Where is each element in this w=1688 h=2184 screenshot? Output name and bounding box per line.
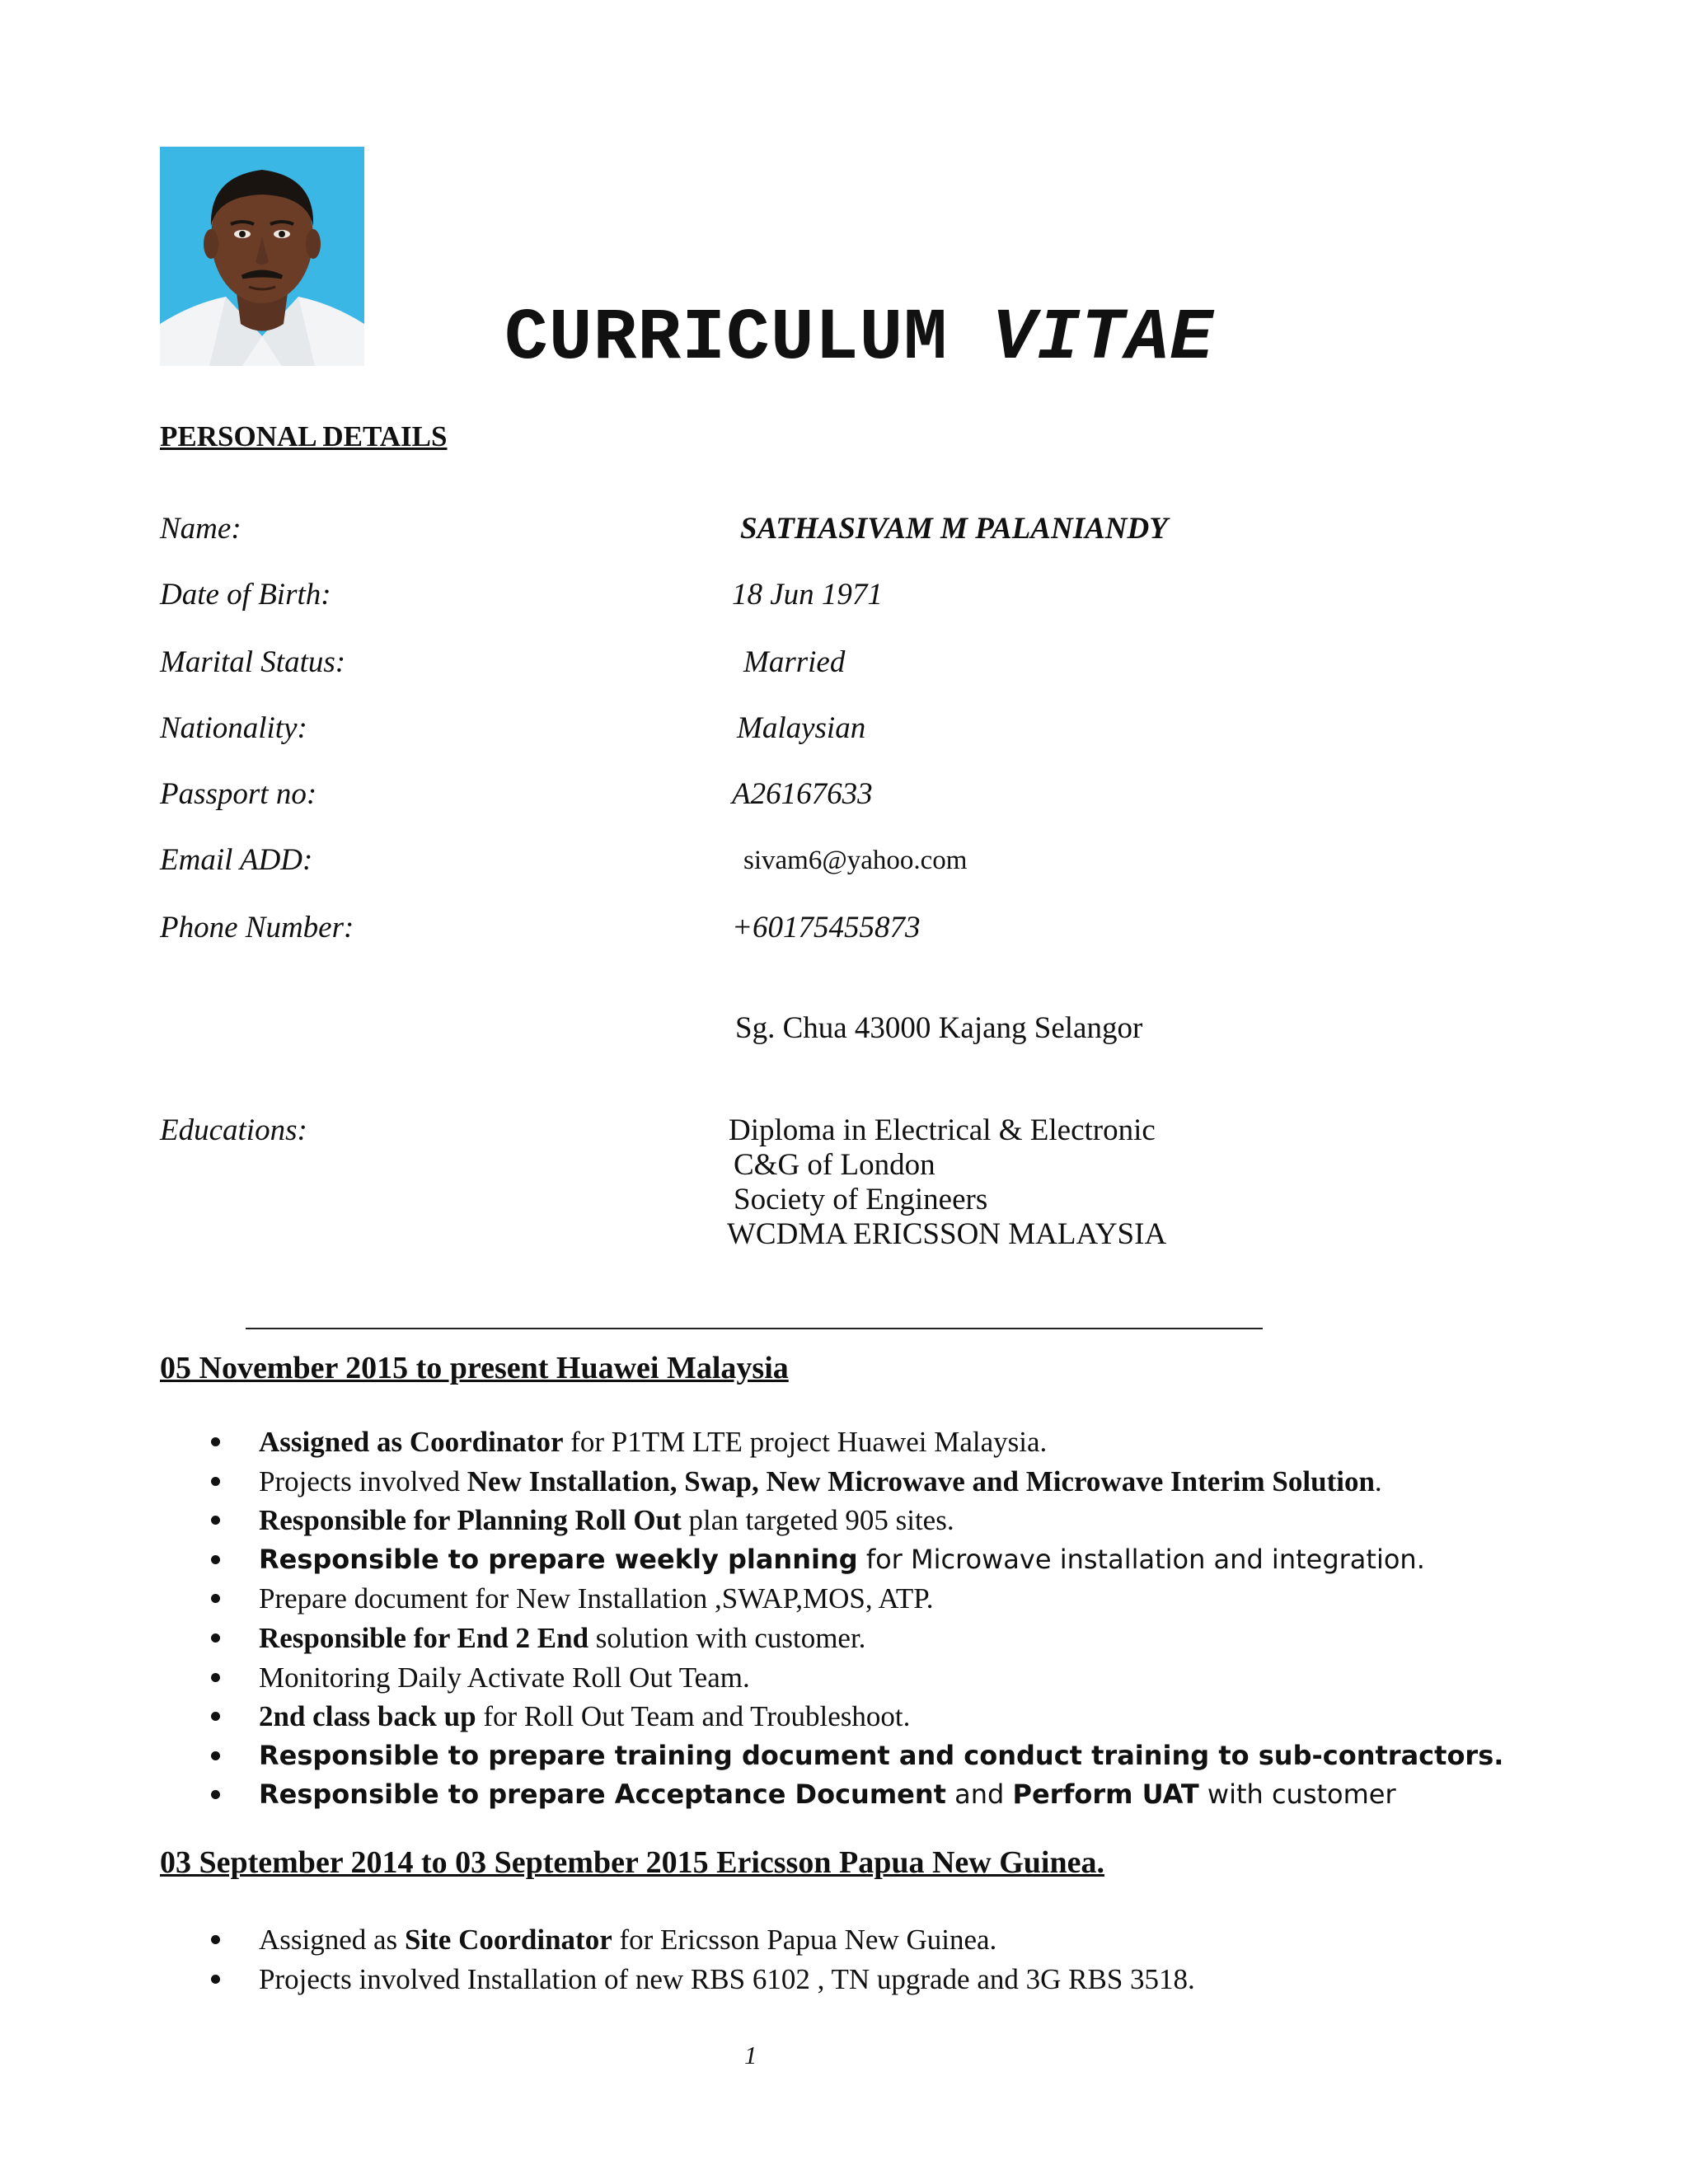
- list-item: Responsible for End 2 End solution with customer.: [211, 1619, 1503, 1658]
- phone-value: +60175455873: [732, 911, 921, 944]
- portrait-image: [160, 147, 364, 366]
- education-item: Society of Engineers: [734, 1183, 988, 1216]
- name-label: Name:: [160, 512, 241, 546]
- page-number: 1: [744, 2041, 757, 2069]
- education-label: Educations:: [160, 1113, 307, 1147]
- list-item: Responsible to prepare training document and conduct training to sub-contractors.: [211, 1736, 1503, 1776]
- list-item: Monitoring Daily Activate Roll Out Team.: [211, 1658, 1503, 1698]
- email-value: sivam6@yahoo.com: [743, 846, 968, 875]
- profile-photo: [160, 147, 364, 366]
- job-bullets-huawei: [211, 1422, 1503, 1815]
- list-item: Responsible to prepare weekly planning for Microwave installation and integration.: [211, 1540, 1503, 1580]
- nationality-label: Nationality:: [160, 711, 307, 745]
- education-item: WCDMA ERICSSON MALAYSIA: [727, 1217, 1167, 1251]
- name-value: SATHASIVAM M PALANIANDY: [740, 512, 1168, 546]
- title-emphasis: VITAE: [992, 298, 1214, 380]
- section-divider: [246, 1328, 1263, 1329]
- passport-label: Passport no:: [160, 777, 317, 811]
- job-bullets-ericsson: [211, 1920, 1195, 1999]
- list-item: Assigned as Coordinator for P1TM LTE project Huawei Malaysia.: [211, 1422, 1503, 1462]
- email-label: Email ADD:: [160, 843, 313, 877]
- title-main: CURRICULUM: [504, 298, 949, 380]
- list-item: Prepare document for New Installation ,SWAP,MOS, ATP.: [211, 1579, 1503, 1619]
- personal-details-heading: PERSONAL DETAILS: [160, 420, 448, 452]
- list-item: Projects involved Installation of new RBS 6102 , TN upgrade and 3G RBS 3518.: [211, 1960, 1195, 1999]
- education-item: Diploma in Electrical & Electronic: [729, 1113, 1156, 1147]
- education-item: C&G of London: [734, 1148, 935, 1182]
- job-heading-huawei: 05 November 2015 to present Huawei Malaysia: [160, 1351, 789, 1385]
- list-item: Assigned as Site Coordinator for Ericsson Papua New Guinea.: [211, 1920, 1195, 1960]
- list-item: 2nd class back up for Roll Out Team and Troubleshoot.: [211, 1697, 1503, 1736]
- list-item: Responsible to prepare Acceptance Document and Perform UAT with customer: [211, 1775, 1503, 1815]
- dob-label: Date of Birth:: [160, 578, 331, 612]
- address-value: Sg. Chua 43000 Kajang Selangor: [735, 1011, 1143, 1045]
- nationality-value: Malaysian: [737, 711, 866, 745]
- job-heading-ericsson: 03 September 2014 to 03 September 2015 Ericsson Papua New Guinea.: [160, 1845, 1104, 1880]
- marital-status-value: Married: [743, 645, 846, 679]
- list-item: Projects involved New Installation, Swap, New Microwave and Microwave Interim Solution.: [211, 1462, 1503, 1502]
- passport-value: A26167633: [732, 777, 873, 811]
- dob-value: 18 Jun 1971: [732, 578, 883, 612]
- list-item: Responsible for Planning Roll Out plan targeted 905 sites.: [211, 1501, 1503, 1540]
- document-title: [504, 298, 1214, 380]
- marital-status-label: Marital Status:: [160, 645, 346, 679]
- phone-label: Phone Number:: [160, 911, 354, 944]
